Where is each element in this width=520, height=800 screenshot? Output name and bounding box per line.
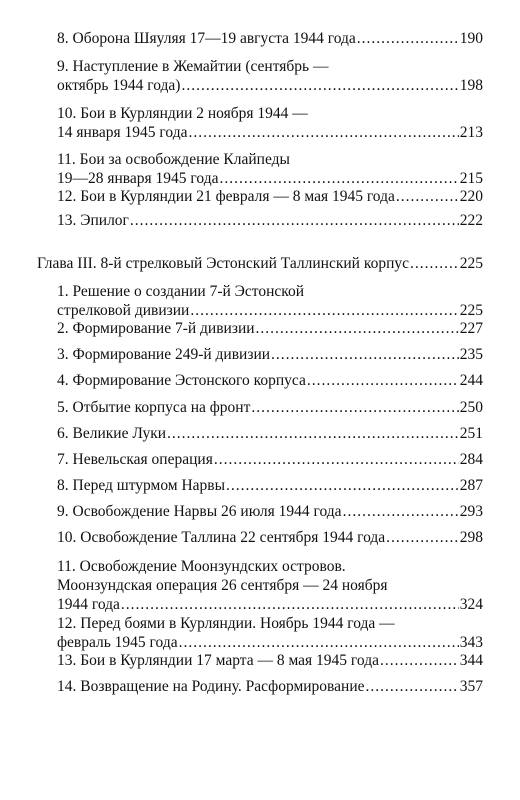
toc-entry xyxy=(57,528,483,547)
toc-entry xyxy=(57,502,483,521)
toc-entry xyxy=(57,150,483,188)
dot-leader xyxy=(307,371,459,390)
dot-leader xyxy=(219,169,458,188)
toc-entry-title: Моонзундская операция 26 сентября — 24 ноября xyxy=(57,577,388,594)
dot-leader xyxy=(226,476,459,495)
toc-entry-title: 8. Оборона Шяуляя 17—19 августа 1944 года xyxy=(57,30,356,47)
dot-leader xyxy=(256,319,459,338)
dot-leader xyxy=(121,595,459,614)
toc-entry-title: 12. Бои в Курляндии 21 февраля — 8 мая 1945 года xyxy=(57,188,395,205)
toc-entry-title: 1. Решение о создании 7-й Эстонской xyxy=(57,283,305,300)
toc-entry-title: 5. Отбытие корпуса на фронт xyxy=(57,399,251,416)
toc-entry xyxy=(57,187,483,206)
toc-entry-title: 13. Эпилог xyxy=(57,212,129,229)
toc-page-number: 250 xyxy=(459,399,483,416)
toc-page-number: 344 xyxy=(459,652,483,669)
toc-entry-title: 3. Формирование 249-й дивизии xyxy=(57,346,271,363)
dot-leader xyxy=(130,211,459,230)
toc-page-number: 357 xyxy=(459,678,483,695)
dot-leader xyxy=(366,677,459,696)
toc-entry xyxy=(57,476,483,495)
dot-leader xyxy=(271,345,459,364)
toc-entry-title: октябрь 1944 года) xyxy=(57,77,181,94)
toc-entry xyxy=(57,614,483,652)
toc-page-number: 213 xyxy=(459,124,483,141)
toc-entry-title: 2. Формирование 7-й дивизии xyxy=(57,320,255,337)
toc-page-number: 235 xyxy=(459,346,483,363)
toc-page-number: 324 xyxy=(459,596,483,613)
toc-entry xyxy=(57,319,483,338)
toc-entry xyxy=(57,651,483,670)
toc-page-number: 225 xyxy=(459,302,483,319)
toc-entry xyxy=(57,398,483,417)
toc-entry-title: 9. Освобождение Нарвы 26 июля 1944 года xyxy=(57,503,342,520)
toc-entry-title: 6. Великие Луки xyxy=(57,425,167,442)
toc-page-number: 215 xyxy=(459,170,483,187)
toc-entry-title: 14. Возвращение на Родину. Расформирование xyxy=(57,678,365,695)
dot-leader xyxy=(343,502,459,521)
toc-entry-title: 1944 года xyxy=(57,596,120,613)
toc-entry-title: 10. Бои в Курляндии 2 ноября 1944 — xyxy=(57,105,308,122)
toc-page-number: 190 xyxy=(459,30,483,47)
toc-entry-title: 11. Освобождение Моонзундских островов. xyxy=(57,558,346,575)
toc-entry-title: 13. Бои в Курляндии 17 марта — 8 мая 1945 года xyxy=(57,652,379,669)
toc-entry xyxy=(57,371,483,390)
dot-leader xyxy=(357,29,459,48)
toc-entry xyxy=(57,677,483,696)
toc-page-number: 227 xyxy=(459,320,483,337)
chapter-heading xyxy=(37,254,483,273)
toc-entry-title: Глава III. 8-й стрелковый Эстонский Таллинский корпус xyxy=(37,255,409,272)
toc-entry xyxy=(57,450,483,469)
toc-entry xyxy=(57,424,483,443)
toc-entry-title: февраль 1945 года xyxy=(57,634,178,651)
toc-page-number: 293 xyxy=(459,503,483,520)
toc-entry-title: 10. Освобождение Таллина 22 сентября 1944 года xyxy=(57,529,386,546)
toc-page-number: 284 xyxy=(459,451,483,468)
dot-leader xyxy=(188,123,458,142)
toc-page-number: 198 xyxy=(459,77,483,94)
toc-entry xyxy=(57,557,483,614)
toc-entry-title: 9. Наступление в Жемайтии (сентябрь — xyxy=(57,58,329,75)
toc-entry-title: 11. Бои за освобождение Клайпеды xyxy=(57,151,290,168)
toc-page-number: 298 xyxy=(459,529,483,546)
toc-entry xyxy=(57,345,483,364)
toc-entry-title: 14 января 1945 года xyxy=(57,124,188,141)
toc-entry xyxy=(57,282,483,320)
dot-leader xyxy=(181,76,458,95)
toc-page-number: 222 xyxy=(459,212,483,229)
toc-page-number: 220 xyxy=(459,188,483,205)
toc-entry-title: 12. Перед боями в Курляндии. Ноябрь 1944 года — xyxy=(57,615,395,632)
toc-page-number: 343 xyxy=(459,634,483,651)
dot-leader xyxy=(214,450,459,469)
toc-entry xyxy=(57,211,483,230)
toc-page-number: 251 xyxy=(459,425,483,442)
dot-leader xyxy=(167,424,459,443)
toc-page-number: 244 xyxy=(459,372,483,389)
toc-entry xyxy=(57,29,483,48)
dot-leader xyxy=(380,651,459,670)
dot-leader xyxy=(396,187,459,206)
dot-leader xyxy=(190,301,458,320)
dot-leader xyxy=(251,398,458,417)
dot-leader xyxy=(410,254,459,273)
toc-entry-title: 4. Формирование Эстонского корпуса xyxy=(57,372,306,389)
toc-entry xyxy=(57,57,483,95)
dot-leader xyxy=(386,528,459,547)
toc-entry-title: стрелковой дивизии xyxy=(57,302,190,319)
toc-entry-title: 19—28 января 1945 года xyxy=(57,170,219,187)
toc-entry-title: 8. Перед штурмом Нарвы xyxy=(57,477,226,494)
toc-entry xyxy=(57,104,483,142)
dot-leader xyxy=(179,633,459,652)
toc-page-number: 225 xyxy=(459,255,483,272)
toc-page-number: 287 xyxy=(459,477,483,494)
toc-entry-title: 7. Невельская операция xyxy=(57,451,213,468)
